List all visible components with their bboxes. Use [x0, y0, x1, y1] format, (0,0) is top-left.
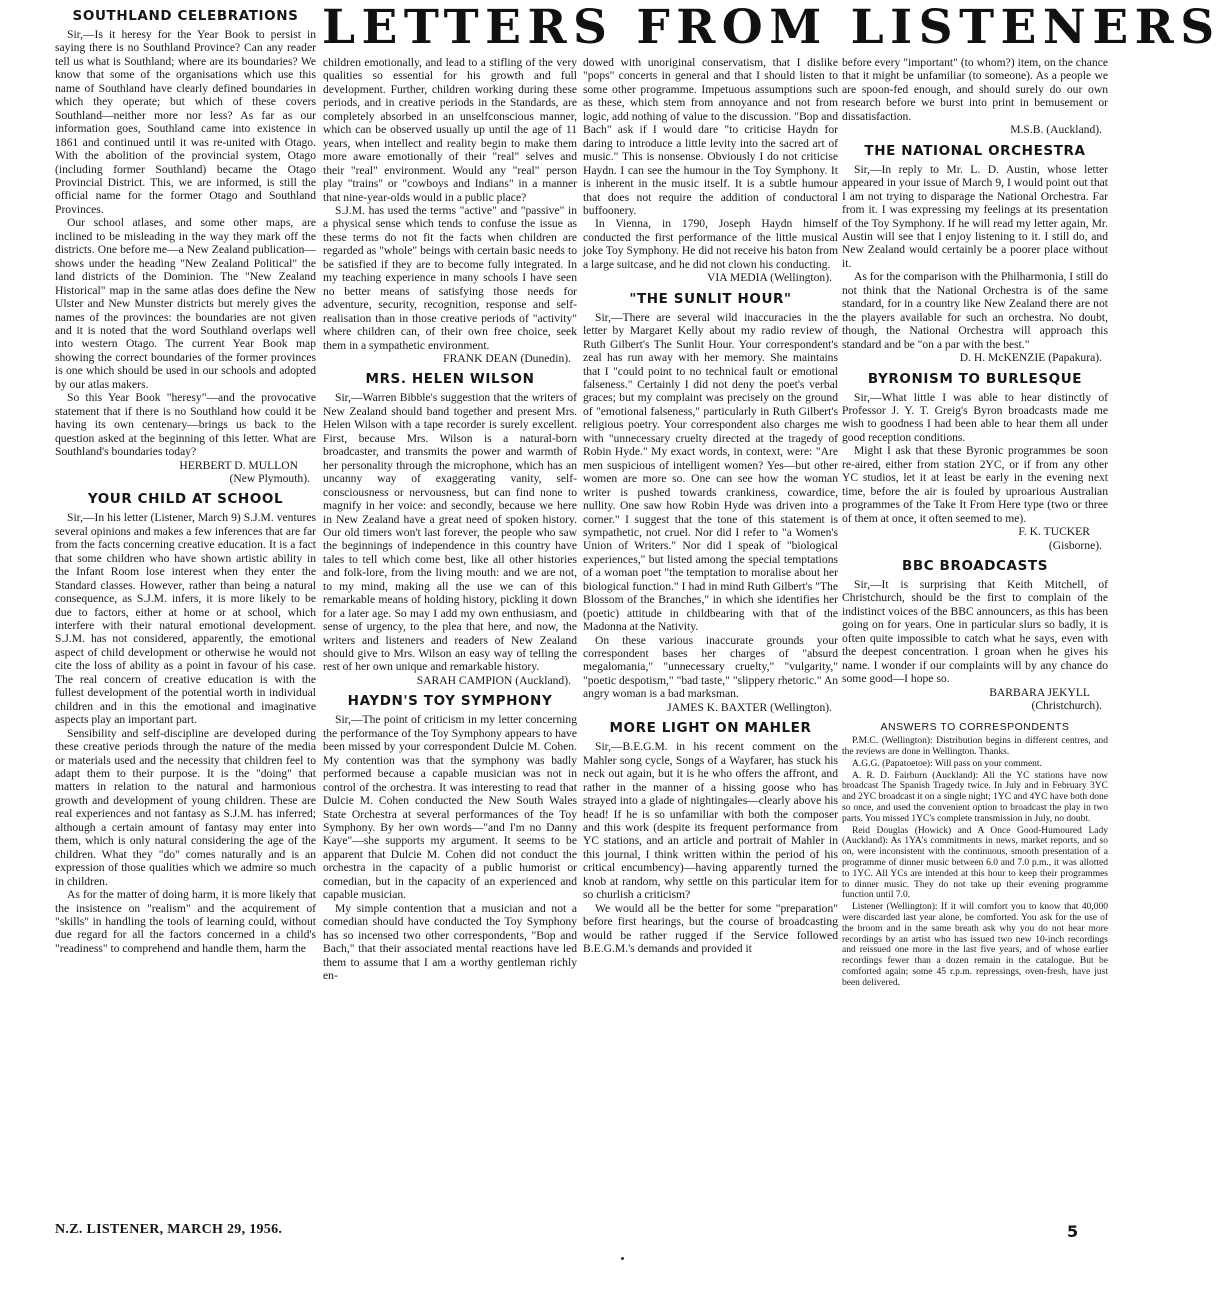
heading-your-child-at-school: YOUR CHILD AT SCHOOL	[87, 491, 284, 508]
letter-paragraph: before every "important" (to whom?) item, on the chance that it might be unfamiliar (to someone). As a people we are spoon-fed enough, and should surely do our own research before we burst into print in bemusement or dissatisfaction.	[842, 56, 1108, 123]
heading-the-national-orchestra: THE NATIONAL ORCHESTRA	[864, 142, 1086, 159]
page-masthead: LETTERS FROM LISTENERS	[322, 0, 1221, 55]
letter-paragraph: Sir,—There are several wild inaccuracies in the letter by Margaret Kelly about my radio review of Ruth Gilbert's The Sunlit Hour. Your correspondent's zeal has run away with her memory. She maintains that I "could point to no technical fault or emotional falseness." Certainly I did not deny the poet's verbal graces; but my complaint was precisely on the ground of "emotional falseness," particularly in Ruth Gilbert's religious poetry. Your correspondent also charges me with "unnecessary cruelty directed at the tragedy of Robin Hyde." My exact words, in context, were: "Are men suspicious of intelligent women? Yes—but other women are more so. One can see how the woman writer is pushed towards crankiness, cowardice, nullity. One saw how Robin Hyde was driven into a corner." I suggest that the tone of this statement is sympathetic, not cruel. Nor did I refer to "a Women's Union of Writers." Nor did I speak of "biological experiences," but listed among the special temptations of a woman poet "the temptation to moralise about her biological function." I had in mind Ruth Gilbert's "The Blossom of the Branches," in which she identifies her (poetic) attitude in childbearing with that of the Madonna at the Nativity.	[583, 310, 838, 634]
heading-the-sunlit-hour: "THE SUNLIT HOUR"	[629, 290, 792, 307]
letter-paragraph: Sir,—Warren Bibble's suggestion that the writers of New Zealand should band together and present Mrs. Helen Wilson with a tape recorder is surely excellent. First, because Mrs. Wilson is a natural-born broadcaster, and transmits the power and warmth of her personality through the microphone, which has an uncanny way of exaggerating vanity, self-consciousness or nervousness, but can find none to magnify in her voice: and secondly, because we here in New Zealand have a great need of spoken history. Our old timers won't last forever, the people who saw the beginnings of independence in this country have tales to tell which come best, like all other histories and folk-lore, from the living mouth: and we are not, to my mind, making all the use we can of this remarkable means of holding history, pickling it down for a later age. So may I add my own enthusiasm, and sense of urgency, to the plea that here, and now, the writers and listeners and readers of New Zealand should give to Mrs. Wilson an easy way of telling the rest of her own unique and remarkable history.	[323, 391, 577, 674]
letter-signature-place: (Gisborne).	[1048, 538, 1102, 552]
letter-paragraph: So this Year Book "heresy"—and the provocative statement that if there is no Southland how could it be having its own centenary—brings us back to the question asked at the beginning of this letter. What are Southland's boundaries today?	[55, 391, 316, 459]
letter-paragraph: dowed with unoriginal conservatism, that I dislike "pops" concerts in general and that I should listen to some other programme. Impetuous assumptions such as these, which stem from annoyance and not from logic, add nothing of value to the discussion. "Bop and Bach" ask if I would dare "to criticise Haydn for daring to introduce a little levity into the sacred art of music." This is nonsense. Obviously I do not criticise Haydn. I can see the humour in the Toy Symphony. It is inherent in the music itself. It is a subtle humour that does not require the addition of conductoral buffoonery.	[583, 56, 838, 217]
letter-signature-place: (New Plymouth).	[229, 471, 310, 485]
letter-paragraph: Sir,—What little I was able to hear distinctly of Professor J. Y. T. Greig's Byron broadcasts made me wish to goodness I had been able to hear them all under good reception conditions.	[842, 390, 1108, 444]
page-number: 5	[1067, 1222, 1079, 1241]
heading-southland-celebrations: SOUTHLAND CELEBRATIONS	[72, 8, 299, 24]
answer-item: A. R. D. Fairburn (Auckland): All the YC stations have now broadcast The Spanish Tragedy twice. In July and in February 3YC and 2YC broadcast it on a single night; 1YC and 4YC have both done so once, and used the convenient option to broadcast the play in two parts. You missed 1YC's complete transmission in July, no doubt.	[842, 770, 1108, 824]
column-2	[323, 56, 577, 1221]
letter-paragraph: Sir,—B.E.G.M. in his recent comment on the Mahler song cycle, Songs of a Wayfarer, has stuck his neck out again, but it is he who offers the affront, and rather in the manner of a hissing goose who has strayed into a glade of nightingales—clearly above his head! If he is so unfamiliar with both the composer and this work (despite its frequent performance from YC stations, and an article and portrait of Mahler in this journal, I think written within the period of his critical encumbency)—having apparently turned the knob at random, why settle on this particular item for so churlish a criticism?	[583, 740, 838, 902]
letter-paragraph: On these various inaccurate grounds your correspondent bases her charges of "absurd megalomania," "unnecessary cruelty," "vulgarity," "poetic despotism," "bad taste," "slippery rhetoric." An angry woman is a bad marksman.	[583, 633, 838, 701]
answer-item: Listener (Wellington): If it will comfort you to know that 40,000 were discarded last year alone, be comforted. You ask for the use of the broom and in the same breath ask why you do not hear more recordings by an artist who has issued two new 10-inch recordings and reissued one more in the last five years, and of whose earlier recordings fewer than a dozen remain in the catalogue. But be comforted again; some 45 r.p.m. repressings, oven-fresh, have just been delivered.	[842, 902, 1108, 988]
column-1	[55, 8, 316, 1221]
letter-signature: HERBERT D. MULLON	[179, 458, 298, 472]
letter-signature: D. H. McKENZIE (Papakura).	[959, 351, 1102, 365]
letter-signature: SARAH CAMPION (Auckland).	[416, 673, 571, 687]
letter-signature: VIA MEDIA (Wellington).	[707, 271, 832, 285]
letter-paragraph: Sir,—It is surprising that Keith Mitchell, of Christchurch, should be the first to complain of the indistinct voices of the BBC announcers, as this has been going on for years. One in particular slurs so badly, it is often quite impossible to catch what he says, even with the deepest concentration. I groan when he gives his name. I wonder if our complaints will by any chance do some good—I hope so.	[842, 577, 1108, 686]
answer-item: Reid Douglas (Howick) and A Once Good-Humoured Lady (Auckland): As 1YA's commitments in news, market reports, and so on, were inconsistent with the continuous, smooth presentation of a programme of dinner music between 6.0 and 7.0 p.m., it was allotted to 1YC. All YCs are intended at this hour to keep their programmes to dinner music. They do not take up their evening programme function until 7.0.	[842, 825, 1108, 901]
letter-paragraph: We would all be the better for some "preparation" before first hearings, but the course of broadcasting would be rather rugged if the Service followed B.E.G.M.'s demands and provided it	[583, 901, 838, 956]
letter-signature: FRANK DEAN (Dunedin).	[443, 351, 571, 365]
letter-paragraph: Sir,—The point of criticism in my letter concerning the performance of the Toy Symphony appears to have been missed by your correspondent Dulcie M. Cohen. My contention was that the symphony was badly performed because a capable musician was not in control of the orchestra. It was interesting to read that Dulcie M. Cohen conducted the New South Wales State Orchestra at several performances of the Toy Symphony. By her own words—"and I'm no Danny Kaye"—she supports my argument. It seems to be apparent that Dulcie M. Cohen did not conduct the orchestra in the capacity of a public humorist or comedian, but in the capacity of an experienced and capable musician.	[323, 713, 577, 902]
letter-paragraph: In Vienna, in 1790, Joseph Haydn himself conducted the first performance of the little musical joke Toy Symphony. He did not receive his baton from a large suitcase, and he did not clown his conducting.	[583, 217, 838, 271]
page-footer: N.Z. LISTENER, MARCH 29, 1956.	[55, 1222, 283, 1237]
column-3	[583, 56, 838, 1221]
letter-signature: M.S.B. (Auckland).	[1010, 123, 1102, 137]
column-4	[842, 56, 1108, 1221]
print-mark	[621, 1257, 624, 1260]
letter-paragraph: Sensibility and self-discipline are developed during these creative periods through the nature of the media or materials used and the necessity that children feel to adapt them to their purpose. It is the "doing" that matters in relation to the natural and harmonious growth and development of young children. These are real experiences and not fantasy as S.J.M. has inferred; although a certain amount of fantasy may enter into them, which is only natural considering the age of the children. What they "do" comes naturally and is an expression of those qualities which we admire so much in children.	[55, 726, 316, 888]
answers-to-correspondents	[842, 722, 1108, 988]
letter-paragraph: Sir,—In reply to Mr. L. D. Austin, whose letter appeared in your issue of March 9, I would point out that I am not trying to disparage the National Orchestra. Far from it. I was expressing my feelings at its presentation of the Toy Symphony. If he will read my letter again, Mr. Austin will see that I enjoy listening to it. I still do, and New Zealand would certainly be a poorer place without it.	[842, 162, 1108, 270]
heading-byronism-to-burlesque: BYRONISM TO BURLESQUE	[867, 370, 1083, 387]
heading-more-light-on-mahler: MORE LIGHT ON MAHLER	[609, 720, 812, 737]
letter-signature: JAMES K. BAXTER (Wellington).	[667, 700, 832, 714]
letter-signature: F. K. TUCKER	[1018, 525, 1090, 539]
letter-signature-place: (Christchurch).	[1031, 699, 1102, 713]
heading-answers-to-correspondents: ANSWERS TO CORRESPONDENTS	[880, 721, 1070, 734]
letter-paragraph: Our school atlases, and some other maps, are inclined to be misleading in the way they mark off the districts. One before me—a New Zealand publication—shows under the heading "New Zealand Political" the land districts of the Dominion. The "New Zealand Historical" map in the same atlas does define the New Ulster and New Munster districts but merely gives the names of the provinces: the boundaries are not given and it is noted that the word Southland overlaps well into western Otago. The current Year Book map showing the correct boundaries of the former provinces is one which should be used in our schools and adopted by our atlas makers.	[55, 216, 316, 391]
heading-mrs-helen-wilson: MRS. HELEN WILSON	[365, 371, 535, 388]
heading-haydns-toy-symphony: HAYDN'S TOY SYMPHONY	[347, 693, 553, 710]
answer-item: A.G.G. (Papatoetoe): Will pass on your comment.	[852, 758, 1042, 769]
letter-paragraph: Sir,—Is it heresy for the Year Book to persist in saying there is no Southland Province? Can any reader tell us what is Southland; where are its boundaries? We know that some of the organisations which use this name of Southland have clearly defined boundaries in which they operate; but which of these covers Southland—neither more nor less? As far as our information goes, Southland came into existence in 1861 and continued until it was re-united with Otago. With the abolition of the provincial system, Otago (including former Southland) became the Otago Provincial District. This, we are informed, is still the official name for the former Otago and Southland Provinces.	[55, 28, 316, 216]
letter-paragraph: As for the comparison with the Philharmonia, I still do not think that the National Orchestra is of the same standard, for in a country like New Zealand there are not the players available for such an orchestra. No doubt, though, the National Orchestra will approach this standard and be "on a par with the best."	[842, 270, 1108, 351]
answer-item: P.M.C. (Wellington): Distribution begins in different centres, and the reviews are done in Wellington. Thanks.	[842, 736, 1108, 758]
heading-bbc-broadcasts: BBC BROADCASTS	[901, 557, 1049, 574]
letter-paragraph: S.J.M. has used the terms "active" and "passive" in a physical sense which tends to confuse the issue as these terms do not fit the facts when children are regarded as "whole" beings with certain basic needs to be satisfied if they are to become fully integrated. In my teaching experience in many schools I have seen no better means of satisfying those needs for adventure, security, recognition, response and self-realisation than in those creative periods of "activity" where children can, of their own free choice, seek them in a sympathetic environment.	[323, 203, 577, 352]
letter-paragraph: My simple contention that a musician and not a comedian should have conducted the Toy Symphony has so incensed two other correspondents, "Bop and Bach," that their associated mental reactions have led them to assume that I am a worthy gentleman richly en-	[323, 901, 577, 982]
letter-paragraph: children emotionally, and lead to a stifling of the very qualities so essential for his growth and full development. Further, children working during these periods, and in creative periods in the Standards, are completely absorbed in an unselfconscious manner, which can be observed usually up until the age of 11 years, when intellect and reality begin to make them more aware emotionally of their "real" selves and their "real" environment. Would any "real" person play "trains" or "cowboys and Indians" in a manner that nine-year-olds would in a public place?	[323, 56, 577, 204]
letter-paragraph: Sir,—In his letter (Listener, March 9) S.J.M. ventures several opinions and makes a few inferences that are far from the facts concerning creative education. It is a fact that some children who have shown artistic ability in the Infant Room lose interest when they enter the Standard classes. However, rather than being a natural consequence, as S.J.M. infers, it is more likely to be due to factors, either at home or at school, which interfere with their natural emotional development. S.J.M. has not considered, apparently, the emotional aspect of child development or otherwise he would not cite the loss of ability as a point in favour of his case. The real concern of creative education is with the fullest development of the potential worth in individual children and in this the emotional and imaginative aspects play an important part.	[55, 511, 316, 727]
letter-paragraph: As for the matter of doing harm, it is more likely that the insistence on "realism" and the acquirement of "skills" in handling the tools of learning could, without due regard for all the factors concerned in a child's "readiness" to comprehend and handle them, harm the	[55, 888, 316, 955]
letter-signature: BARBARA JEKYLL	[989, 685, 1090, 699]
letter-paragraph: Might I ask that these Byronic programmes be soon re-aired, either from station 2YC, or if from any other YC studios, let it at least be early in the evening next time, before the air is fouled by uproarious Australian programmes of the Take It From Here type (two or three of them at once, it often seemed to me).	[842, 444, 1108, 525]
